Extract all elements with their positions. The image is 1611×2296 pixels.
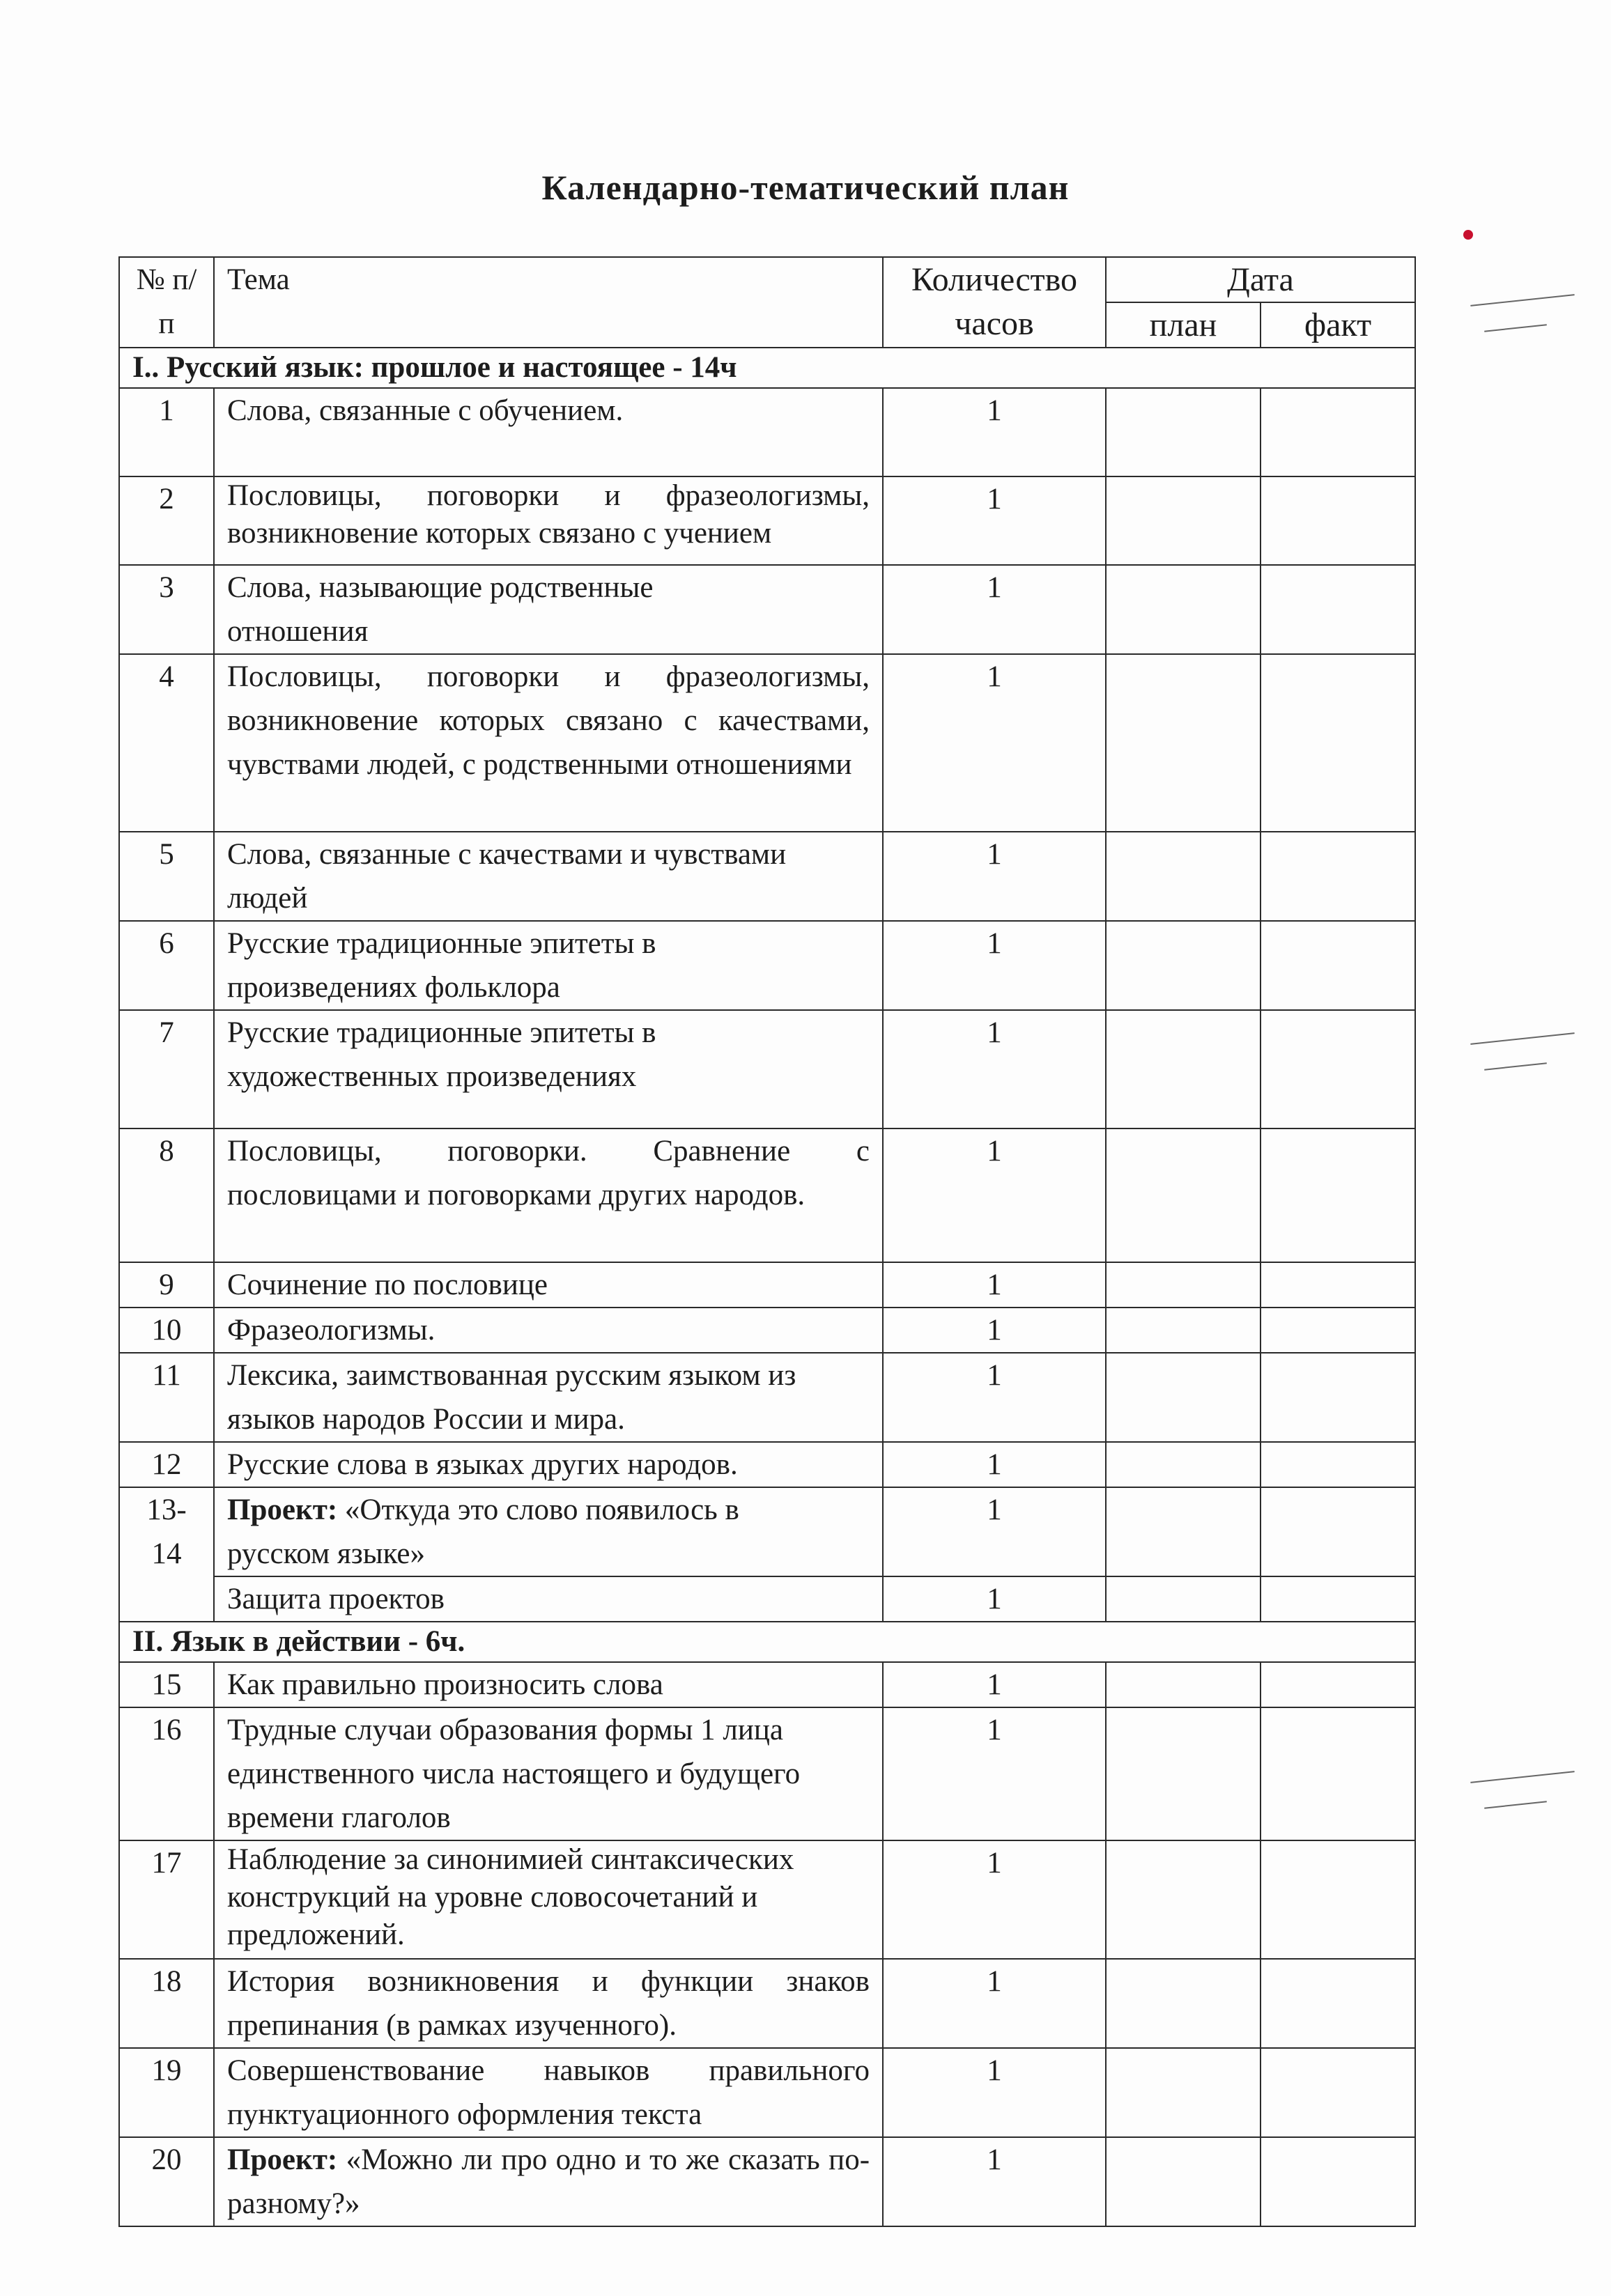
- table-row: [119, 1576, 1415, 1622]
- row-fact-date: [1261, 654, 1415, 832]
- row-fact-date: [1261, 1840, 1415, 1959]
- table-row: [119, 1662, 1415, 1707]
- table-row: [119, 1353, 1415, 1442]
- row-fact-date: [1261, 1353, 1415, 1442]
- row-fact-date: [1261, 1487, 1415, 1576]
- row-topic: Слова, называющие родственные отношения: [214, 565, 883, 654]
- row-fact-date: [1261, 921, 1415, 1010]
- table-row: [119, 565, 1415, 654]
- row-hours: 1: [883, 1959, 1106, 2048]
- row-plan-date: [1106, 2048, 1261, 2137]
- row-fact-date: [1261, 388, 1415, 476]
- row-num: 2: [119, 476, 214, 565]
- row-plan-date: [1106, 921, 1261, 1010]
- row-plan-date: [1106, 1353, 1261, 1442]
- header-num: № п/п: [119, 257, 214, 348]
- row-plan-date: [1106, 1308, 1261, 1353]
- row-hours: 1: [883, 388, 1106, 476]
- row-fact-date: [1261, 1707, 1415, 1840]
- header-plan: план: [1106, 302, 1261, 348]
- red-ink-dot: [1463, 230, 1473, 240]
- row-topic: Пословицы, поговорки и фразеологизмы, возникновение которых связано с учением: [214, 476, 883, 565]
- row-num: 10: [119, 1308, 214, 1353]
- project-label: Проект:: [227, 2143, 338, 2176]
- row-num: 9: [119, 1262, 214, 1308]
- project-topic: «Откуда это слово появилось в русском языке»: [227, 1494, 739, 1570]
- row-hours: 1: [883, 654, 1106, 832]
- scan-mark: [1484, 1062, 1547, 1070]
- row-hours: 1: [883, 1010, 1106, 1128]
- table-row: [119, 1128, 1415, 1262]
- row-plan-date: [1106, 565, 1261, 654]
- row-topic: Наблюдение за синонимией синтаксических конструкций на уровне словосочетаний и предложений.: [214, 1840, 883, 1959]
- table-row: [119, 1707, 1415, 1840]
- table-row: [119, 1308, 1415, 1353]
- row-topic: Русские традиционные эпитеты в произведениях фольклора: [214, 921, 883, 1010]
- row-hours: 1: [883, 1662, 1106, 1707]
- row-topic: [214, 2137, 883, 2226]
- row-fact-date: [1261, 1576, 1415, 1622]
- row-fact-date: [1261, 565, 1415, 654]
- row-num: 16: [119, 1707, 214, 1840]
- row-plan-date: [1106, 1576, 1261, 1622]
- row-topic: Как правильно произносить слова: [214, 1662, 883, 1707]
- scan-mark: [1470, 1032, 1574, 1045]
- row-fact-date: [1261, 1308, 1415, 1353]
- calendar-plan-table: [118, 256, 1416, 2227]
- scan-mark: [1484, 324, 1547, 332]
- row-topic: Слова, связанные с качествами и чувствами людей: [214, 832, 883, 921]
- scan-mark: [1470, 1771, 1574, 1783]
- row-plan-date: [1106, 654, 1261, 832]
- row-topic: Защита проектов: [214, 1576, 883, 1622]
- project-label: Проект:: [227, 1494, 338, 1526]
- row-plan-date: [1106, 2137, 1261, 2226]
- row-num: 4: [119, 654, 214, 832]
- row-num: 12: [119, 1442, 214, 1487]
- row-hours: 1: [883, 1707, 1106, 1840]
- row-num: 8: [119, 1128, 214, 1262]
- row-plan-date: [1106, 1010, 1261, 1128]
- row-fact-date: [1261, 2137, 1415, 2226]
- row-hours: 1: [883, 1487, 1106, 1576]
- row-fact-date: [1261, 832, 1415, 921]
- row-plan-date: [1106, 1662, 1261, 1707]
- row-num: 19: [119, 2048, 214, 2137]
- row-plan-date: [1106, 388, 1261, 476]
- row-plan-date: [1106, 1840, 1261, 1959]
- table-row: [119, 921, 1415, 1010]
- section-title: I.. Русский язык: прошлое и настоящее - 14ч: [119, 348, 1415, 388]
- row-num: 20: [119, 2137, 214, 2226]
- row-hours: 1: [883, 1840, 1106, 1959]
- row-hours: 1: [883, 2137, 1106, 2226]
- row-topic: Слова, связанные с обучением.: [214, 388, 883, 476]
- row-plan-date: [1106, 1707, 1261, 1840]
- row-num: 7: [119, 1010, 214, 1128]
- row-topic: [214, 1487, 883, 1576]
- header-fact: факт: [1261, 302, 1415, 348]
- row-topic: Пословицы, поговорки. Сравнение с пословицами и поговорками других народов.: [214, 1128, 883, 1262]
- row-hours: 1: [883, 1262, 1106, 1308]
- section-row: [119, 1622, 1415, 1662]
- row-fact-date: [1261, 1128, 1415, 1262]
- row-topic: Русские слова в языках других народов.: [214, 1442, 883, 1487]
- table-row: [119, 2137, 1415, 2226]
- row-hours: 1: [883, 1128, 1106, 1262]
- row-hours: 1: [883, 921, 1106, 1010]
- row-hours: 1: [883, 1353, 1106, 1442]
- section-row: [119, 348, 1415, 388]
- table-row: [119, 654, 1415, 832]
- row-topic: Лексика, заимствованная русским языком из языков народов России и мира.: [214, 1353, 883, 1442]
- row-plan-date: [1106, 1128, 1261, 1262]
- row-fact-date: [1261, 1959, 1415, 2048]
- table-row: [119, 1262, 1415, 1308]
- row-num: 11: [119, 1353, 214, 1442]
- header-topic: Тема: [214, 257, 883, 348]
- row-num: 1: [119, 388, 214, 476]
- table-row: [119, 2048, 1415, 2137]
- row-topic: Трудные случаи образования формы 1 лица единственного числа настоящего и будущего времени глаголов: [214, 1707, 883, 1840]
- row-plan-date: [1106, 1959, 1261, 2048]
- row-num: 17: [119, 1840, 214, 1959]
- row-hours: 1: [883, 2048, 1106, 2137]
- row-num: 5: [119, 832, 214, 921]
- row-hours: 1: [883, 565, 1106, 654]
- row-topic: Совершенствование навыков правильного пунктуационного оформления текста: [214, 2048, 883, 2137]
- row-num: 6: [119, 921, 214, 1010]
- table-row: [119, 1959, 1415, 2048]
- table-row: [119, 476, 1415, 565]
- table-row: [119, 1840, 1415, 1959]
- page-title: Календарно-тематический план: [541, 168, 1070, 207]
- scan-mark: [1484, 1801, 1547, 1808]
- row-topic: Фразеологизмы.: [214, 1308, 883, 1353]
- row-hours: 1: [883, 476, 1106, 565]
- row-fact-date: [1261, 1662, 1415, 1707]
- row-topic: Сочинение по пословице: [214, 1262, 883, 1308]
- table-row: [119, 1487, 1415, 1576]
- row-num: 13-14: [119, 1487, 214, 1622]
- row-fact-date: [1261, 1010, 1415, 1128]
- row-fact-date: [1261, 476, 1415, 565]
- scan-mark: [1470, 294, 1574, 307]
- row-num: 3: [119, 565, 214, 654]
- row-plan-date: [1106, 1262, 1261, 1308]
- row-fact-date: [1261, 2048, 1415, 2137]
- row-num: 18: [119, 1959, 214, 2048]
- row-plan-date: [1106, 832, 1261, 921]
- row-topic: История возникновения и функции знаков препинания (в рамках изученного).: [214, 1959, 883, 2048]
- row-hours: 1: [883, 1308, 1106, 1353]
- row-plan-date: [1106, 476, 1261, 565]
- row-fact-date: [1261, 1262, 1415, 1308]
- row-fact-date: [1261, 1442, 1415, 1487]
- row-hours: 1: [883, 1442, 1106, 1487]
- table-header-row: [119, 257, 1415, 302]
- header-date: Дата: [1106, 257, 1415, 302]
- row-topic: Пословицы, поговорки и фразеологизмы, возникновение которых связано с качествами, чувствами людей, с родственными отношениями: [214, 654, 883, 832]
- row-num: 15: [119, 1662, 214, 1707]
- table-row: [119, 388, 1415, 476]
- row-plan-date: [1106, 1442, 1261, 1487]
- header-hours: Количество часов: [883, 257, 1106, 348]
- table-row: [119, 832, 1415, 921]
- row-hours: 1: [883, 832, 1106, 921]
- table-row: [119, 1010, 1415, 1128]
- section-title: II. Язык в действии - 6ч.: [119, 1622, 1415, 1662]
- table-row: [119, 1442, 1415, 1487]
- row-plan-date: [1106, 1487, 1261, 1576]
- project-topic: «Можно ли про одно и то же сказать по-разному?»: [227, 2143, 870, 2220]
- row-topic: Русские традиционные эпитеты в художественных произведениях: [214, 1010, 883, 1128]
- row-hours: 1: [883, 1576, 1106, 1622]
